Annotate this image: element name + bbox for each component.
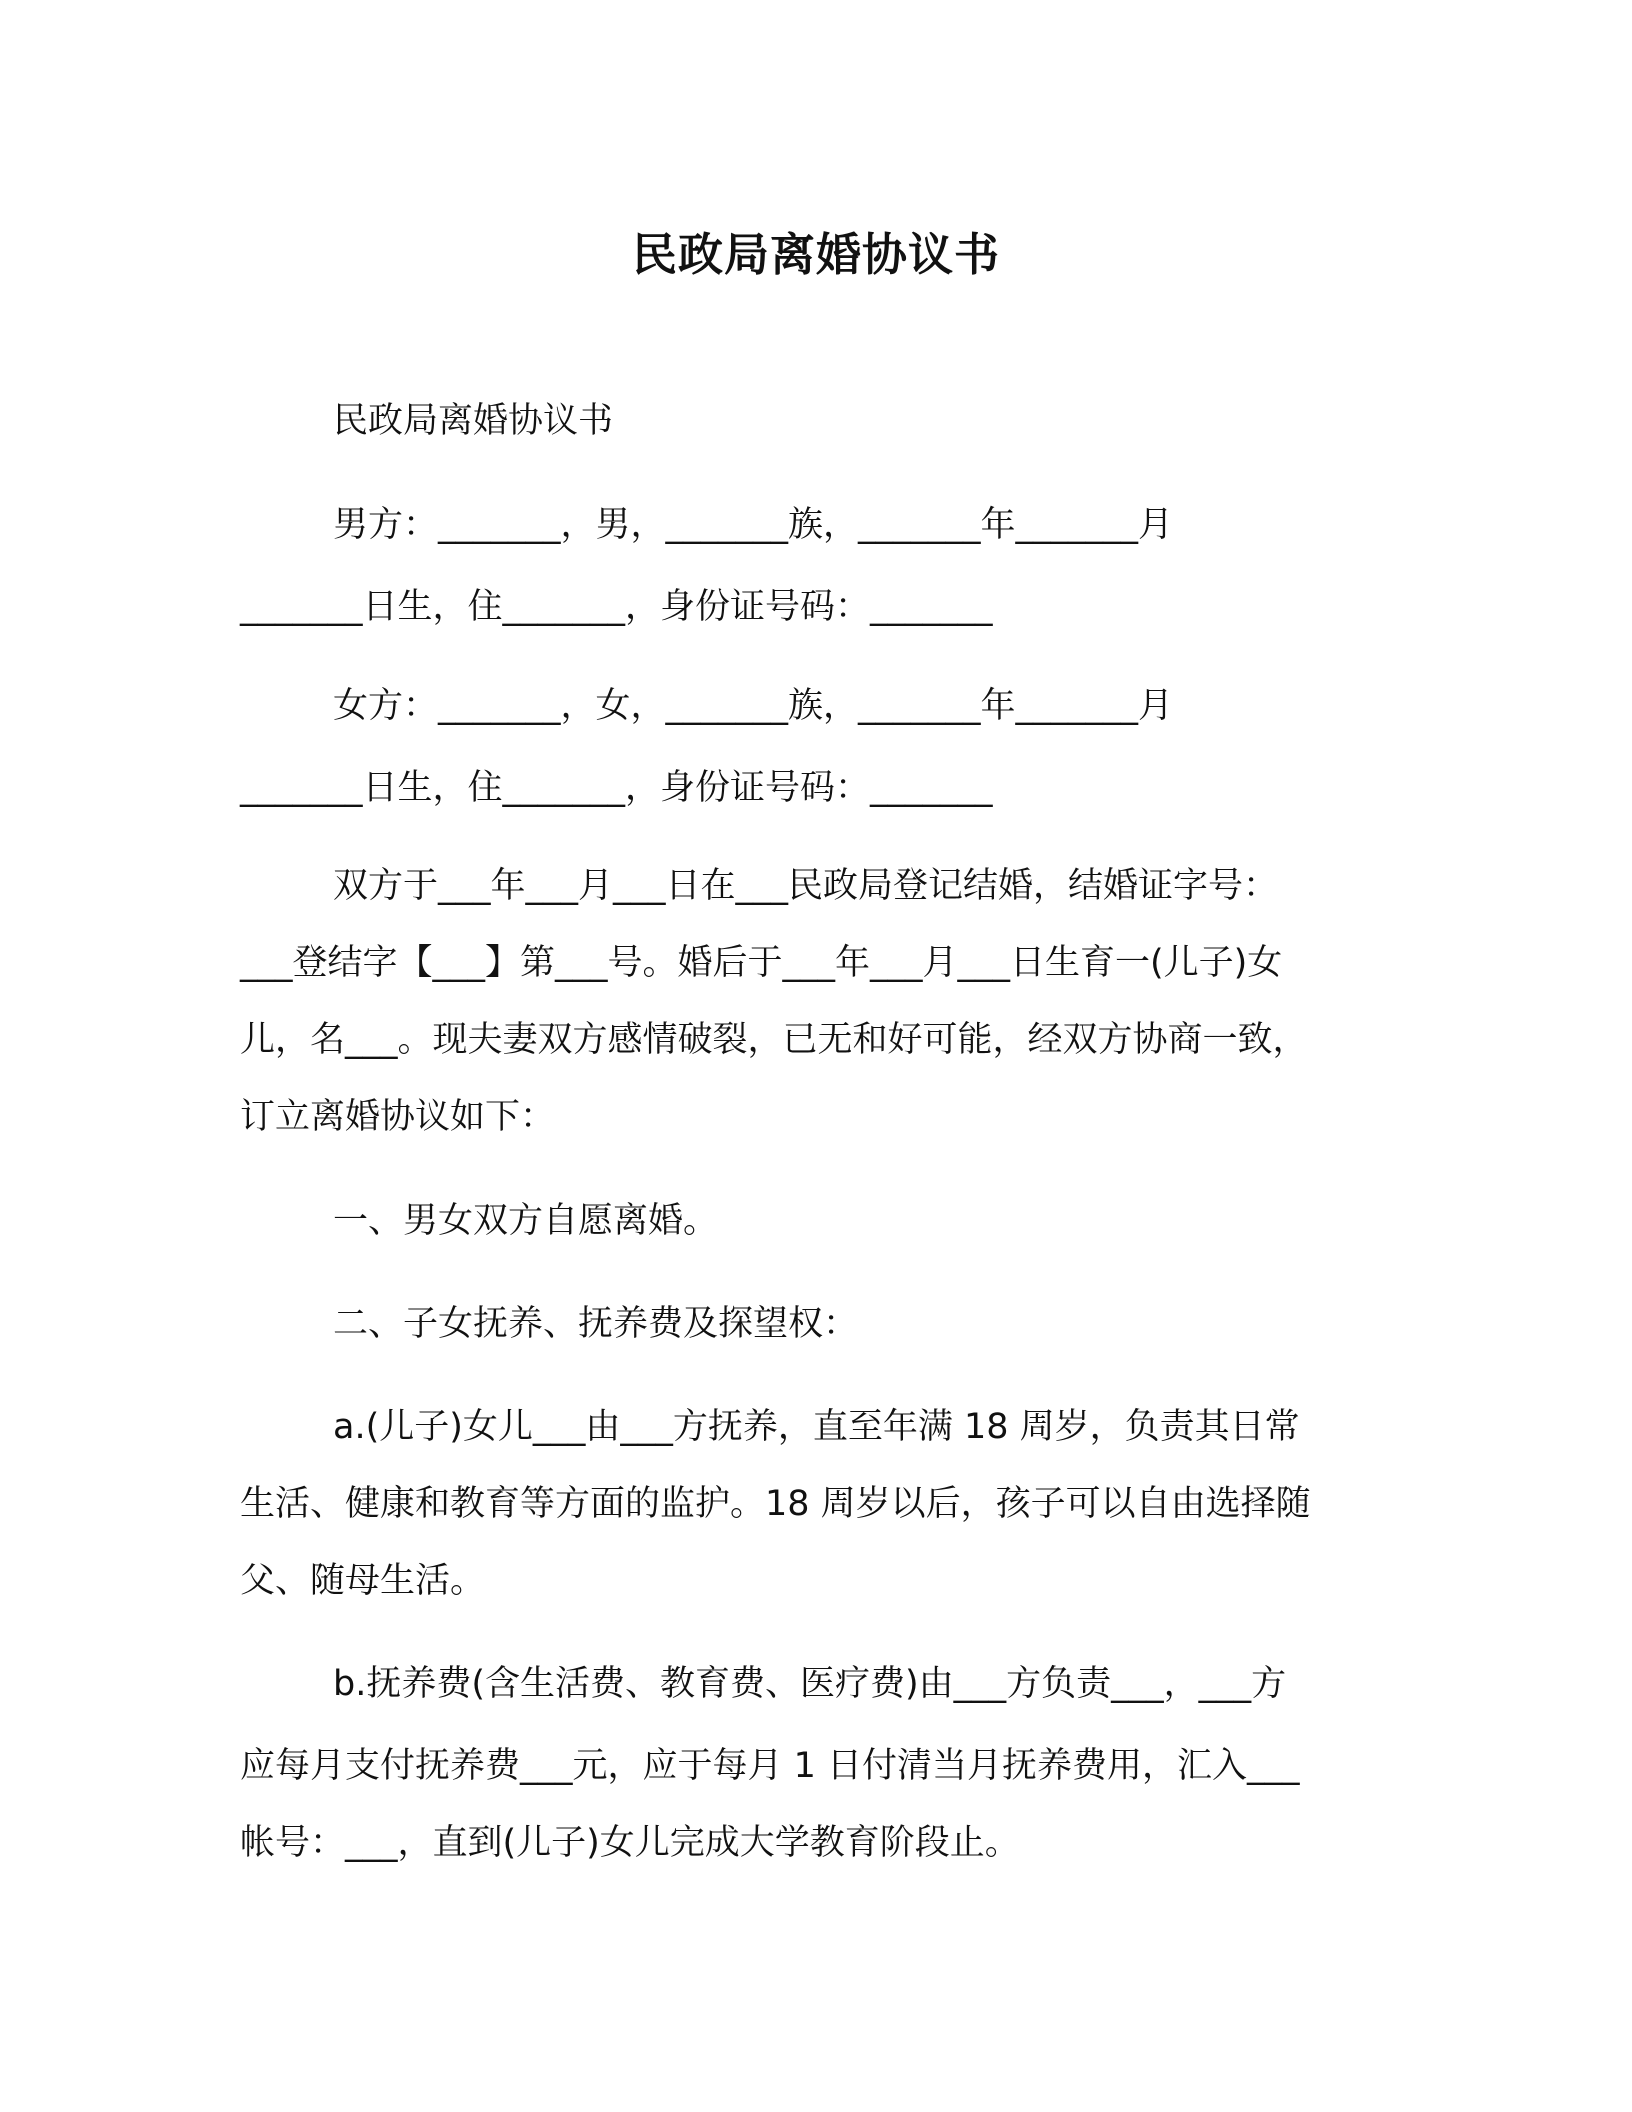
male-party-line-2: _______日生，住_______，身份证号码：_______: [240, 587, 993, 627]
marriage-paragraph-line-1: 双方于___年___月___日在___民政局登记结婚，结婚证字号：: [333, 866, 1279, 906]
subtitle-line: 民政局离婚协议书: [333, 401, 614, 441]
clause-b-line-2: 应每月支付抚养费___元，应于每月 1 日付清当月抚养费用，汇入___: [240, 1746, 1300, 1786]
female-party-line-1: 女方：_______，女，_______族，_______年_______月: [333, 686, 1174, 726]
clause-b-line-3: 帐号：___，直到(儿子)女儿完成大学教育阶段止。: [240, 1823, 1020, 1863]
clause-a-line-2: 生活、健康和教育等方面的监护。18 周岁以后，孩子可以自由选择随: [240, 1484, 1311, 1524]
marriage-paragraph-line-4: 订立离婚协议如下：: [240, 1097, 556, 1137]
clause-one: 一、男女双方自愿离婚。: [333, 1201, 719, 1241]
marriage-paragraph-line-2: ___登结字【___】第___号。婚后于___年___月___日生育一(儿子)女: [240, 943, 1283, 983]
female-party-line-2: _______日生，住_______，身份证号码：_______: [240, 768, 993, 808]
clause-two-heading: 二、子女抚养、抚养费及探望权：: [333, 1304, 859, 1344]
male-party-line-1: 男方：_______，男，_______族，_______年_______月: [333, 505, 1174, 545]
marriage-paragraph-line-3: 儿，名___。现夫妻双方感情破裂，已无和好可能，经双方协商一致，: [240, 1020, 1308, 1060]
clause-a-line-1: a.(儿子)女儿___由___方抚养，直至年满 18 周岁，负责其日常: [333, 1407, 1300, 1447]
clause-b-line-1: b.抚养费(含生活费、教育费、医疗费)由___方负责___，___方: [333, 1664, 1287, 1704]
document-title: 民政局离婚协议书: [631, 228, 1000, 281]
clause-a-line-3: 父、随母生活。: [240, 1561, 486, 1601]
